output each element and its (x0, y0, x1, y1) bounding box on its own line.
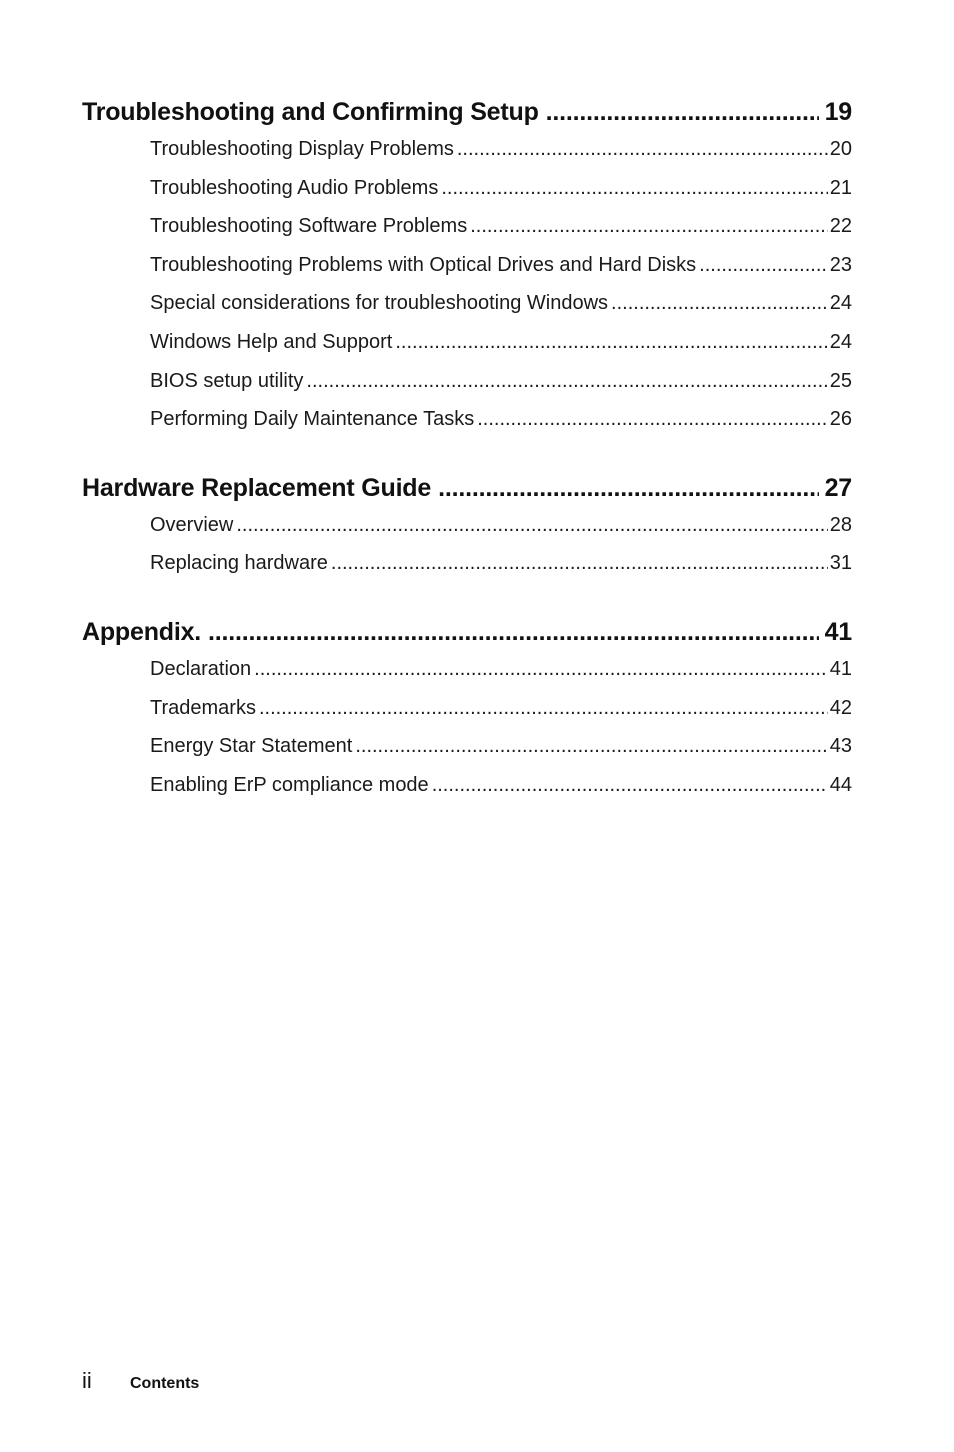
dot-leader (306, 370, 827, 393)
dot-leader (236, 514, 827, 537)
entry-title: Energy Star Statement (150, 735, 353, 758)
toc-entry[interactable] (150, 697, 852, 736)
toc-entry[interactable] (150, 658, 852, 697)
entry-title: Overview (150, 513, 234, 536)
entry-page-number: 28 (829, 513, 852, 536)
entry-title: BIOS setup utility (150, 369, 304, 392)
toc-entry[interactable] (150, 177, 852, 216)
entry-title: Troubleshooting Display Problems (150, 138, 454, 160)
section-page-number: 19 (824, 98, 852, 126)
entry-page-number: 21 (829, 176, 852, 199)
toc-entry-list (82, 514, 852, 591)
toc-section (82, 98, 852, 447)
toc-entry-list (82, 138, 852, 447)
footer-label: Contents (130, 1375, 200, 1392)
dot-leader (546, 98, 819, 127)
section-page-number: 27 (824, 473, 852, 502)
toc-entry[interactable] (150, 331, 852, 370)
toc-section-heading[interactable] (82, 474, 852, 508)
entry-page-number: 26 (829, 408, 852, 431)
entry-page-number: 42 (829, 696, 852, 719)
dot-leader (699, 254, 828, 277)
dot-leader (441, 177, 827, 200)
dot-leader (470, 215, 828, 238)
entry-page-number: 44 (829, 773, 852, 796)
page-footer (82, 1368, 199, 1394)
toc-entry[interactable] (150, 370, 852, 409)
table-of-contents (82, 98, 852, 839)
toc-entry-list (82, 658, 852, 812)
footer-page-number: ii (82, 1368, 92, 1393)
dot-leader (259, 697, 828, 720)
entry-page-number: 43 (829, 735, 852, 758)
dot-leader (611, 292, 828, 315)
entry-page-number: 25 (829, 369, 852, 392)
dot-leader (432, 774, 828, 797)
dot-leader (457, 138, 828, 161)
entry-page-number: 41 (829, 657, 852, 680)
dot-leader (331, 552, 828, 575)
section-title: Troubleshooting and Confirming Setup (82, 98, 539, 126)
toc-section-heading[interactable] (82, 618, 852, 652)
entry-title: Special considerations for troubleshooting Windows (150, 292, 609, 315)
entry-page-number: 20 (829, 138, 852, 160)
dot-leader (438, 474, 818, 503)
entry-title: Windows Help and Support (150, 330, 393, 353)
entry-title: Troubleshooting Software Problems (150, 215, 468, 238)
toc-entry[interactable] (150, 254, 852, 293)
entry-title: Trademarks (150, 696, 256, 719)
entry-title: Enabling ErP compliance mode (150, 773, 429, 796)
toc-entry[interactable] (150, 774, 852, 813)
section-page-number: 41 (824, 617, 852, 646)
dot-leader (395, 331, 827, 354)
entry-page-number: 31 (829, 552, 852, 575)
toc-entry[interactable] (150, 552, 852, 591)
toc-entry[interactable] (150, 514, 852, 553)
toc-section (82, 618, 852, 812)
entry-page-number: 24 (829, 292, 852, 315)
entry-title: Performing Daily Maintenance Tasks (150, 408, 475, 431)
entry-page-number: 23 (829, 253, 852, 276)
dot-leader (355, 735, 827, 758)
toc-section-heading[interactable] (82, 98, 852, 132)
dot-leader (208, 618, 819, 647)
toc-entry[interactable] (150, 138, 852, 177)
toc-entry[interactable] (150, 735, 852, 774)
dot-leader (254, 658, 828, 681)
entry-title: Troubleshooting Audio Problems (150, 176, 439, 199)
entry-page-number: 22 (829, 215, 852, 238)
entry-title: Replacing hardware (150, 552, 328, 575)
section-title: Appendix. (82, 617, 202, 646)
section-title: Hardware Replacement Guide (82, 473, 432, 502)
toc-entry[interactable] (150, 215, 852, 254)
toc-entry[interactable] (150, 408, 852, 447)
entry-page-number: 24 (829, 330, 852, 353)
dot-leader (477, 408, 828, 431)
toc-section (82, 474, 852, 591)
entry-title: Declaration (150, 657, 252, 680)
entry-title: Troubleshooting Problems with Optical Drives and Hard Disks (150, 253, 697, 276)
toc-entry[interactable] (150, 292, 852, 331)
